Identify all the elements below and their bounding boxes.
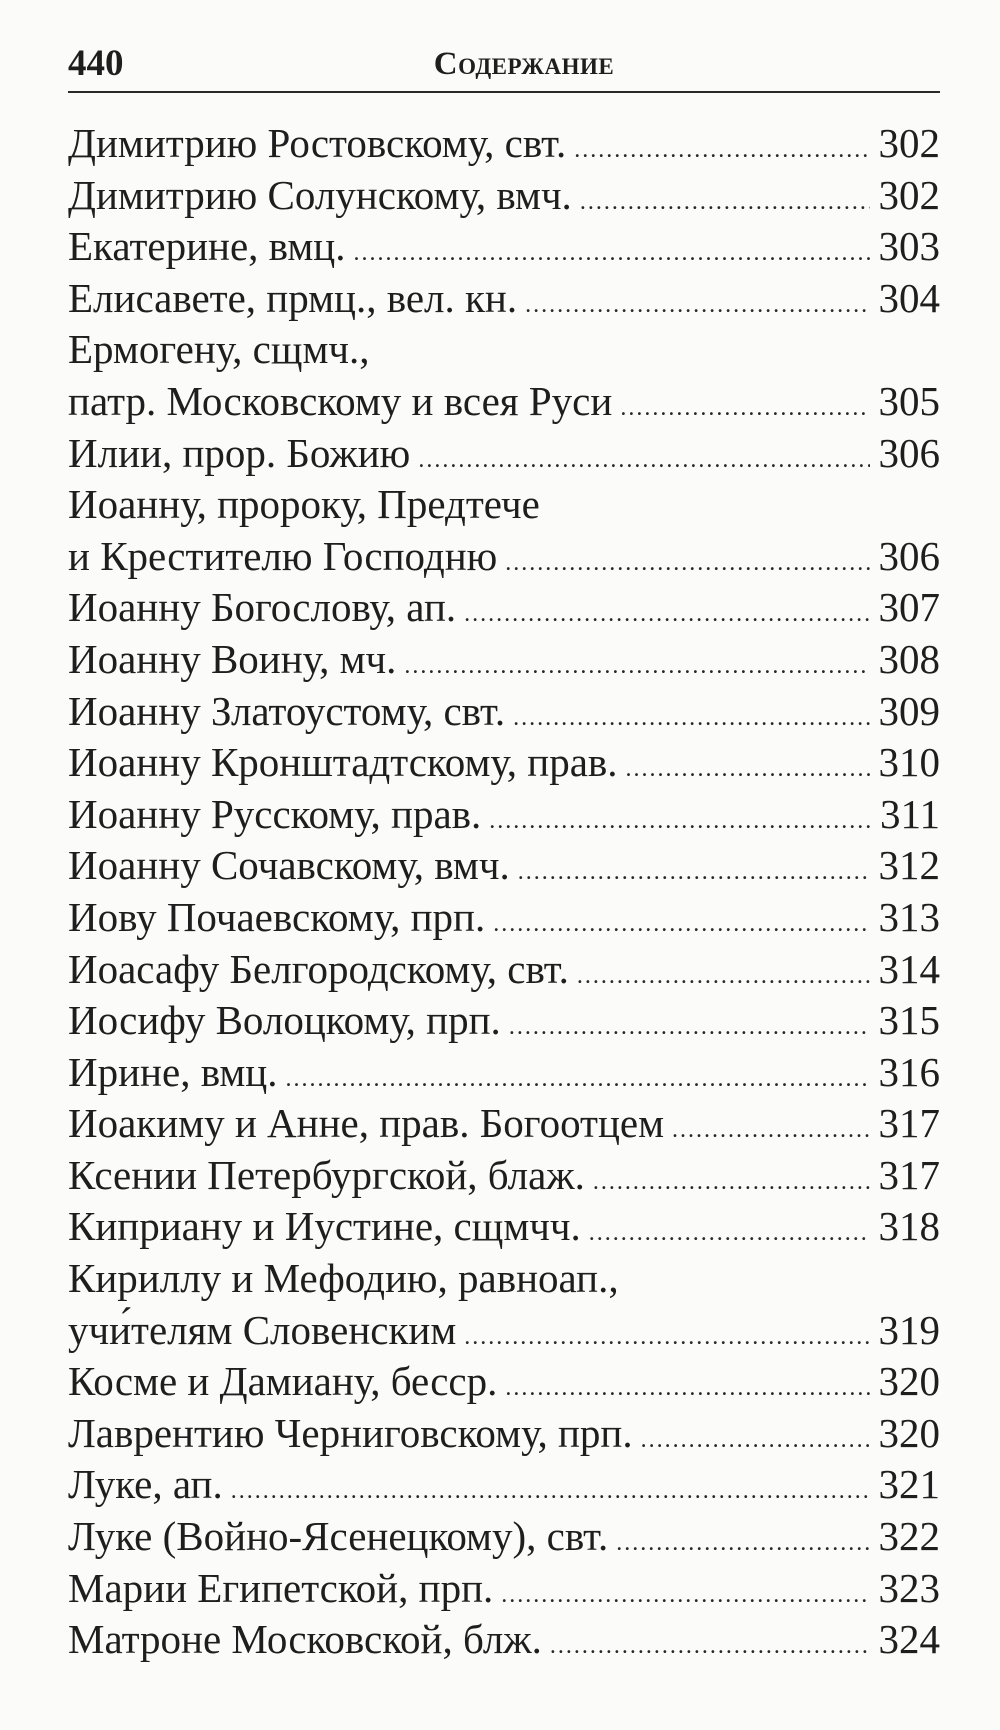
toc-entry-page: 308 [878,635,940,682]
toc-entry-title: Иоанну Русскому, прав. [68,790,482,837]
toc-leader-dots [616,1518,870,1563]
toc-leader-dots [641,1415,870,1460]
toc-leader-dots [513,693,870,738]
toc-leader-dots [525,280,870,325]
toc-leader-dots [574,125,870,170]
toc-entry-page: 313 [878,893,940,940]
section-title: Содержание [433,46,615,82]
toc-leader-dots [505,538,870,583]
toc-entry-page: 320 [878,1409,940,1456]
toc-entry [68,221,940,273]
toc-entry [68,995,940,1047]
toc-entry [68,944,940,996]
toc-entry-title: Иосифу Волоцкому, прп. [68,997,501,1044]
toc-entry-title: Ермогену, сщмч., [68,326,370,373]
toc-leader-dots [550,1621,870,1666]
toc-leader-dots [626,744,870,789]
toc-entry-page: 320 [878,1358,940,1405]
toc-entry-title: Елисавете, прмц., вел. кн. [68,274,518,321]
toc-entry [68,840,940,892]
toc-entry-page: 302 [878,171,940,218]
toc-entry [68,892,940,944]
toc-entry [68,1253,940,1305]
toc-entry-title: Матроне Московской, блж. [68,1616,542,1663]
toc-entry [68,1201,940,1253]
toc-leader-dots [418,435,870,480]
toc-entry [68,1047,940,1099]
toc-entry [68,1305,940,1357]
toc-leader-dots [518,847,870,892]
running-head [68,40,940,88]
toc-entry-title: Ксении Петербургской, блаж. [68,1151,585,1198]
toc-entry [68,737,940,789]
table-of-contents [68,118,940,1666]
toc-entry-title: Иоанну Сочавскому, вмч. [68,842,510,889]
toc-entry-title: Иову Почаевскому, прп. [68,893,486,940]
toc-entry-title: Косме и Дамиану, бесср. [68,1358,498,1405]
toc-entry-page: 321 [878,1461,940,1508]
toc-entry-title: Лаврентию Черниговскому, прп. [68,1409,633,1456]
toc-entry-page: 302 [878,120,940,166]
toc-entry-page: 310 [878,739,940,786]
toc-entry-title: Иоанну Кронштадтскому, прав. [68,739,618,786]
toc-entry-page: 319 [878,1306,940,1353]
toc-leader-dots [231,1466,870,1511]
toc-entry-title: Екатерине, вмц. [68,223,346,270]
toc-entry-title: Марии Египетской, прп. [68,1564,494,1611]
toc-leader-dots [509,1002,870,1047]
toc-entry [68,1563,940,1615]
toc-entry [68,634,940,686]
toc-entry [68,1408,940,1460]
toc-entry-page: 304 [878,274,940,321]
toc-entry-title: Иоанну Златоустому, свт. [68,687,506,734]
page-number: 440 [68,43,124,84]
toc-entry-page: 317 [878,1100,940,1147]
toc-entry-title: Ирине, вмц. [68,1048,278,1095]
toc-leader-dots [493,899,870,944]
toc-entry-page: 311 [880,790,940,837]
toc-entry-title: Иоанну Воину, мч. [68,635,397,682]
toc-entry [68,376,940,428]
toc-entry-title: Димитрию Ростовскому, свт. [68,120,567,166]
toc-leader-dots [593,1157,870,1202]
toc-entry [68,582,940,634]
toc-entry-page: 306 [878,429,940,476]
toc-leader-dots [620,383,870,428]
toc-leader-dots [285,1054,870,1099]
toc-leader-dots [589,1208,870,1253]
toc-entry-page: 314 [878,945,940,992]
toc-entry [68,1614,940,1666]
toc-entry [68,1511,940,1563]
toc-entry-page: 324 [878,1616,940,1663]
toc-entry-title: Иоасафу Белгородскому, свт. [68,945,569,992]
toc-entry [68,1098,940,1150]
toc-entry-page: 323 [878,1564,940,1611]
toc-leader-dots [501,1570,870,1615]
toc-entry [68,531,940,583]
header-rule [68,91,940,93]
toc-entry-title: Луке (Войно-Ясенецкому), свт. [68,1513,609,1560]
toc-leader-dots [489,796,870,841]
toc-entry-page: 312 [878,842,940,889]
toc-entry-title: Илии, прор. Божию [68,429,411,476]
toc-entry [68,1356,940,1408]
toc-entry-page: 306 [878,532,940,579]
toc-leader-dots [672,1105,870,1150]
toc-entry [68,1459,940,1511]
toc-entry [68,324,940,376]
toc-entry-page: 316 [878,1048,940,1095]
toc-entry-page: 309 [878,687,940,734]
toc-entry-page: 322 [878,1513,940,1560]
toc-entry [68,273,940,325]
toc-entry-title: патр. Московскому и всея Руси [68,377,613,424]
toc-entry-title: Кириллу и Мефодию, равноап., [68,1255,619,1302]
toc-leader-dots [353,228,870,273]
toc-leader-dots [404,641,870,686]
toc-entry-title: Луке, ап. [68,1461,223,1508]
toc-entry-page: 305 [878,377,940,424]
toc-entry-title: Иоанну, пророку, Предтече [68,481,540,528]
toc-entry [68,428,940,480]
toc-entry-page: 317 [878,1151,940,1198]
toc-leader-dots [464,1312,870,1357]
toc-leader-dots [577,951,870,996]
toc-leader-dots [464,589,870,634]
toc-entry-page: 307 [878,584,940,631]
toc-entry [68,118,940,170]
toc-entry-page: 315 [878,997,940,1044]
toc-entry [68,789,940,841]
toc-entry [68,479,940,531]
toc-entry [68,686,940,738]
toc-entry-title: Киприану и Иустине, сщмчч. [68,1203,581,1250]
toc-entry [68,170,940,222]
toc-entry-title: Димитрию Солунскому, вмч. [68,171,572,218]
toc-leader-dots [580,177,870,222]
toc-entry-title: Иоакиму и Анне, прав. Богоотцем [68,1100,665,1147]
toc-entry-title: и Крестителю Господню [68,532,498,579]
toc-entry-title: учи́телям Словенским [68,1306,457,1353]
toc-entry-page: 303 [878,223,940,270]
toc-entry [68,1150,940,1202]
toc-leader-dots [505,1363,870,1408]
toc-entry-title: Иоанну Богослову, ап. [68,584,457,631]
toc-entry-page: 318 [878,1203,940,1250]
